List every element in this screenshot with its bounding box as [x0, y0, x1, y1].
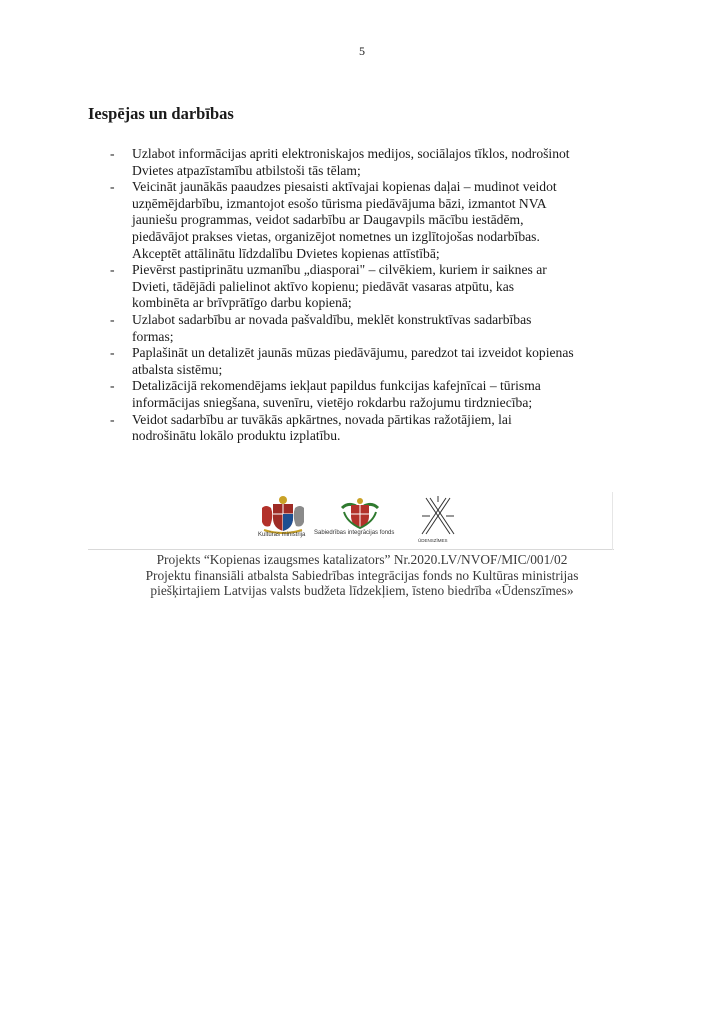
bullet-dash: -: [110, 262, 115, 278]
section-heading: Iespējas un darbības: [88, 104, 234, 123]
footer-logos: [88, 492, 614, 548]
bullet-dash: -: [110, 411, 115, 427]
bullet-dash: -: [110, 311, 115, 327]
bullet-dash: -: [110, 179, 115, 195]
list-item-line: Uzlabot sadarbību ar novada pašvaldību, meklēt konstruktīvas sadarbības: [132, 311, 532, 327]
udenszimes-logo-icon: [416, 494, 460, 538]
bullet-dash: -: [110, 146, 115, 161]
list-item-line: Dvietes atpazīstamību atbilstoši tās tēlam;: [132, 162, 361, 178]
list-item-line: Dvieti, tādējādi palielinot aktīvo kopienu; piedāvāt vasaras atpūtu, kas: [132, 278, 515, 294]
footer-line: Projektu finansiāli atbalsta Sabiedrības integrācijas fonds no Kultūras ministrijas: [145, 567, 579, 583]
list-item: [110, 262, 630, 312]
list-item-line: kombinēta ar brīvprātīgo darbu kopienā;: [132, 295, 352, 311]
list-item: [110, 312, 630, 345]
list-item-line: piedāvājot prakses vietas, organizējot nometnes un izglītojošas nodarbības.: [132, 228, 540, 244]
footer-divider-vertical: [612, 492, 613, 550]
recommendations-list: [110, 146, 630, 445]
small-coat-of-arms-icon: [340, 496, 380, 530]
logo-caption: ŪDENSZĪMES: [418, 538, 448, 543]
logo-caption: Sabiedrības integrācijas fonds: [314, 530, 395, 536]
coat-of-arms-icon: [256, 494, 310, 534]
list-item-line: formas;: [132, 328, 174, 344]
list-item: [110, 378, 630, 411]
bullet-dash: -: [110, 345, 115, 361]
list-item-line: Detalizācijā rekomendējams iekļaut papildus funkcijas kafejnīcai – tūrisma: [132, 378, 541, 394]
list-item: [110, 146, 630, 179]
list-item: [110, 412, 630, 445]
footer-divider: [88, 549, 614, 550]
footer-line: Projekts “Kopienas izaugsmes katalizators” Nr.2020.LV/NVOF/MIC/001/02: [156, 552, 568, 567]
list-item-line: Uzlabot informācijas apriti elektroniskajos medijos, sociālajos tīklos, nodrošinot: [132, 146, 570, 161]
list-item-line: atbalsta sistēmu;: [132, 361, 223, 377]
project-footer: [0, 552, 724, 599]
list-item-line: jauniešu programmas, veidot sadarbību ar Daugavpils mācību iestādēm,: [132, 212, 524, 228]
list-item: [110, 345, 630, 378]
footer-line: piešķirtajiem Latvijas valsts budžeta līdzekļiem, īsteno biedrība «Ūdenszīmes»: [150, 583, 574, 599]
list-item-line: Veicināt jaunākās paaudzes piesaisti aktīvajai kopienas daļai – mudinot veidot: [132, 179, 557, 195]
list-item-line: informācijas sniegšana, suvenīru, vietējo rokdarbu ražojumu tirdzniecība;: [132, 394, 533, 410]
bullet-dash: -: [110, 378, 115, 394]
list-item-line: uzņēmējdarbību, izmantojot esošo tūrisma piedāvājuma bāzi, izmantot NVA: [132, 195, 547, 211]
page-number: 5: [359, 44, 365, 58]
list-item-line: Akceptēt attālinātu līdzdalību Dvietes kopienas attīstībā;: [132, 245, 440, 261]
list-item: [110, 179, 630, 262]
list-item-line: Veidot sadarbību ar tuvākās apkārtnes, novada pārtikas ražotājiem, lai: [132, 411, 512, 427]
list-item-line: Paplašināt un detalizēt jaunās mūzas piedāvājumu, paredzot tai izveidot kopienas: [132, 345, 574, 361]
list-item-line: Pievērst pastiprinātu uzmanību „diasporai" – cilvēkiem, kuriem ir saiknes ar: [132, 262, 547, 278]
logo-caption: Kultūras ministrija: [258, 532, 306, 538]
list-item-line: nodrošinātu lokālo produktu izplatību.: [132, 428, 341, 444]
